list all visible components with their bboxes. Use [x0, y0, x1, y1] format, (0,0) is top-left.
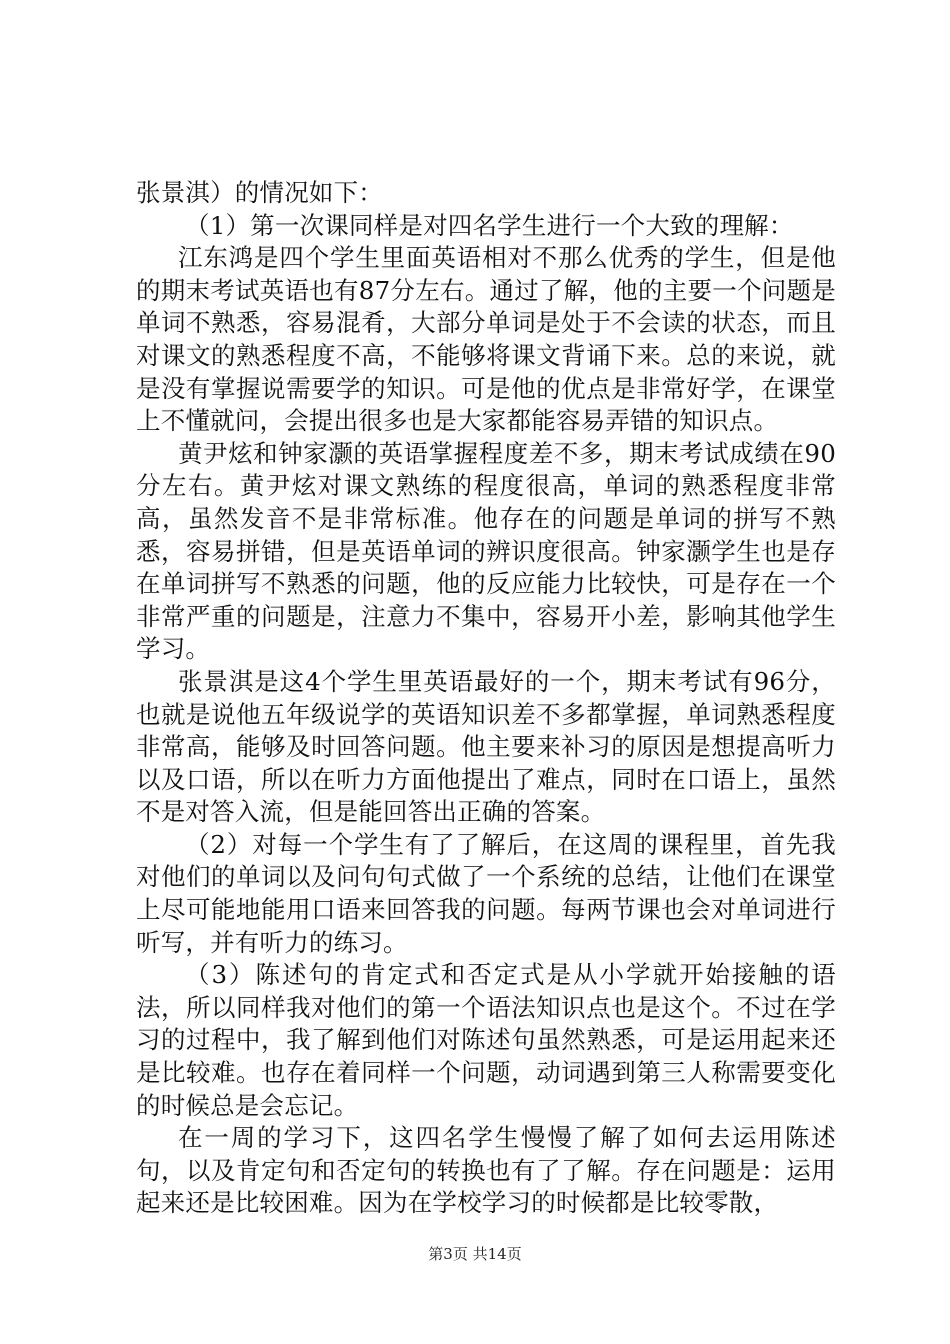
- paragraph-student-huang-zhong: 黄尹炫和钟家灏的英语掌握程度差不多，期末考试成绩在90分左右。黄尹炫对课文熟练的程度很高，单词的熟悉程度非常高，虽然发音不是非常标准。他存在的问题是单词的拼写不熟悉，容易拼错，但是英语单词的辨识度很高。钟家灏学生也是存在单词拼写不熟悉的问题，他的反应能力比较快，可是存在一个非常严重的问题是，注意力不集中，容易开小差，影响其他学生学习。: [136, 438, 836, 664]
- document-body: [136, 177, 836, 1220]
- paragraph-item-1: （1）第一次课同样是对四名学生进行一个大致的理解：: [185, 210, 794, 240]
- paragraph-student-jiang: 江东鸿是四个学生里面英语相对不那么优秀的学生，但是他的期末考试英语也有87分左右。通过了解，他的主要一个问题是单词不熟悉，容易混肴，大部分单词是处于不会读的状态，而且对课文的熟悉程度不高，不能够将课文背诵下来。总的来说，就是没有掌握说需要学的知识。可是他的优点是非常好学，在课堂上不懂就问，会提出很多也是大家都能容易弄错的知识点。: [136, 243, 836, 436]
- paragraph-student-zhang: 张景淇是这4个学生里英语最好的一个，期末考试有96分，也就是说他五年级说学的英语知识差不多都掌握，单词熟悉程度非常高，能够及时回答问题。他主要来补习的原因是想提高听力以及口语，所以在听力方面他提出了难点，同时在口语上，虽然不是对答入流，但是能回答出正确的答案。: [136, 666, 836, 827]
- paragraph-intro: 张景淇）的情况如下：: [136, 178, 383, 207]
- paragraph-item-3: （3）陈述句的肯定式和否定式是从小学就开始接触的语法，所以同样我对他们的第一个语法知识点也是这个。不过在学习的过程中，我了解到他们对陈述句虽然熟悉，可是运用起来还是比较难。也存在着同样一个问题，动词遇到第三人称需要变化的时候总是会忘记。: [136, 960, 836, 1120]
- paragraph-summary: 在一周的学习下，这四名学生慢慢了解了如何去运用陈述句，以及肯定句和否定句的转换也有了了解。存在问题是：运用起来还是比较困难。因为在学校学习的时候都是比较零散，: [136, 1123, 836, 1218]
- paragraph-item-2: （2）对每一个学生有了了解后，在这周的课程里，首先我对他们的单词以及问句句式做了一个系统的总结，让他们在课堂上尽可能地能用口语来回答我的问题。每两节课也会对单词进行听写，并有听力的练习。: [136, 829, 836, 957]
- page-footer: 第3页 共14页: [428, 1245, 522, 1263]
